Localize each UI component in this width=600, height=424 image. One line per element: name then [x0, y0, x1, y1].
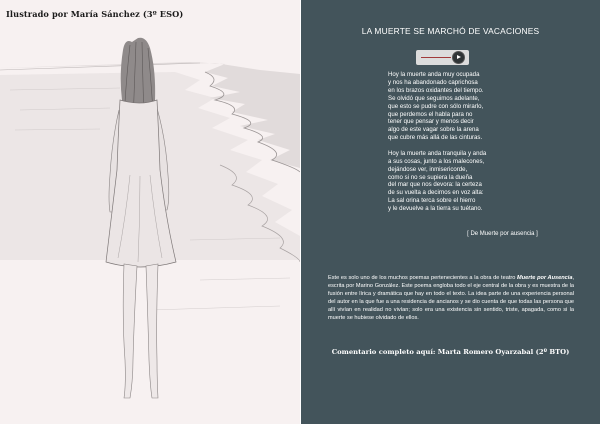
poem-page: [301, 0, 600, 424]
info-paragraph: [328, 275, 574, 322]
play-icon[interactable]: [452, 51, 465, 64]
audio-player[interactable]: [416, 50, 469, 65]
poem-line: del mar que nos devora: la certeza: [388, 181, 482, 189]
audio-progress-track[interactable]: [421, 57, 451, 58]
poem-line: Hoy la muerte anda muy ocupada: [388, 71, 480, 78]
poem-line: de su vuelta a decirnos en voz alta:: [388, 189, 484, 197]
poem-line: Hoy la muerte anda tranquila y anda: [388, 149, 487, 157]
comment-credit-link[interactable]: Comentario completo aquí: Marta Romero Oyarzabal (2º BTO): [331, 348, 570, 356]
poem-line: que perdemos el habla para no: [388, 110, 473, 118]
poem-line: y nos ha abandonado caprichosa: [388, 78, 478, 86]
poem-line: a sus cosas, junto a los malecones,: [388, 157, 485, 165]
illustration-credit: Ilustrado por María Sánchez (3º ESO): [6, 9, 184, 19]
poem-line: que esto se pudre con sólo mirarlo,: [388, 102, 484, 110]
poem-line: Se olvidó que seguimos adelante,: [388, 94, 480, 102]
poem-line: tener que pensar y menos decir: [388, 118, 474, 126]
work-title: Muerte por Ausencia: [517, 275, 573, 281]
poem-title: LA MUERTE SE MARCHÓ DE VACACIONES: [361, 26, 540, 36]
info-text-part2: , escrita por Marino González. Este poema engloba todo el eje central de la obra y es muestra de la fusión entre lírica y dramática que hay en todo el texto. La idea parte de una experiencia personal del autor en la que fue a una residencia de ancianos y se dio cuenta de que todas las persona que allí vivían en realidad no vivían; solo era una existencia sin sentido, triste, apagada, como si la muerte se hubiese olvidado de ellos.: [328, 275, 574, 321]
poem-stanza: [388, 150, 558, 213]
poem-source: [301, 231, 600, 237]
poem-body: [388, 71, 558, 221]
poem-stanza: [388, 71, 558, 142]
poem-line: y le devuelve a la tierra su tuétano.: [388, 205, 483, 213]
poem-line: como si no se supiera la dueña: [388, 173, 473, 181]
poem-source-text: [ De Muerte por ausencia ]: [467, 231, 538, 237]
info-text-part1: Este es solo uno de los muchos poemas pertenecientes a la obra de teatro: [328, 275, 518, 281]
poem-line: algo de este vagar sobre la arena: [388, 126, 479, 134]
poem-line: dejándose ver, inmisericorde,: [388, 165, 468, 173]
poem-line: que cubre más allá de las cinturas.: [388, 134, 483, 142]
poem-line: La sal orina terca sobre el hierro: [388, 197, 476, 205]
poem-line: en los brazos oxidantes del tiempo.: [388, 86, 484, 94]
